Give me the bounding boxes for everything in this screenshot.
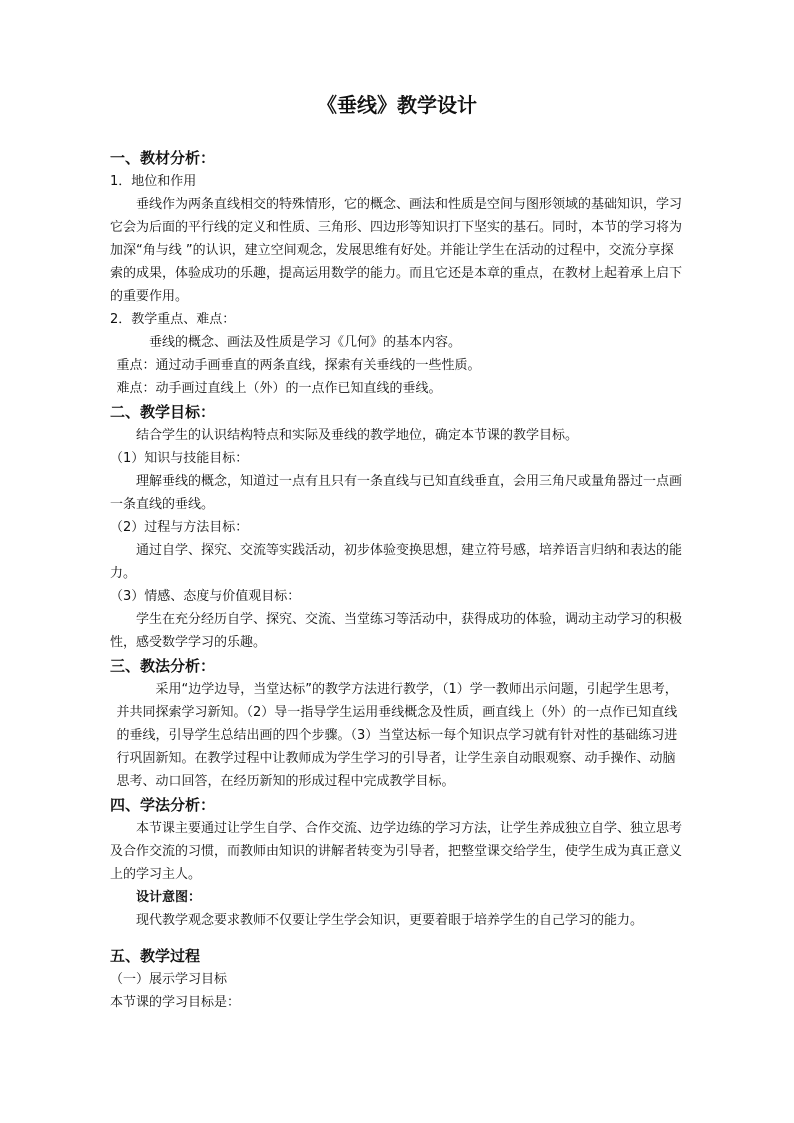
section-heading-goals: 二、教学目标： [110, 403, 216, 421]
section-heading-teaching-method: 三、教法分析： [110, 657, 216, 675]
document-body [110, 146, 684, 1014]
goal-emotion-label: （3）情感、态度与价值观目标： [110, 589, 301, 604]
paragraph-goals-intro: 结合学生的认识结构特点和实际及垂线的教学地位，确定本节课的教学目标。 [136, 428, 579, 443]
design-intent-text: 现代教学观念要求教师不仅要让学生学会知识，更要着眼于培养学生的自己学习的能力。 [136, 913, 644, 928]
focus-line: 重点：通过动手画垂直的两条直线，探索有关垂线的一些性质。 [116, 358, 481, 373]
paragraph-position-role: 垂线作为两条直线相交的特殊情形，它的概念、画法和性质是空间与图形领域的基础知识，学习它会为后面的平行线的定义和性质、三角形、四边形等知识打下坚实的基石。同时，本节的学习将为加深“角与线 ”的认识，建立空间观念，发展思维有好处。并能让学生在活动的过程中，交流分享探索的成果，体验成功的乐趣，提高运用数学的能力。而且它还是本章的重点，在教材上起着承上启下的重要作用。 [110, 197, 683, 304]
paragraph-basic-content: 垂线的概念、画法及性质是学习《几何》的基本内容。 [149, 335, 462, 350]
paragraph-teaching-method: 采用“边学边导，当堂达标”的教学方法进行教学，（1）学一教师出示问题，引起学生思考，并共同探索学习新知。（2）导一指导学生运用垂线概念及性质，画直线上（外）的一点作已知直线的垂线，引导学生总结出画的四个步骤。（3）当堂达标一每个知识点学习就有针对性的基础练习进行巩固新知。在教学过程中让教师成为学生学习的引导者，让学生亲自动眼观察、动手操作、动脑思考、动口回答，在经历新知的形成过程中完成教学目标。 [116, 682, 678, 789]
section-heading-analysis: 一、教材分析： [110, 149, 216, 167]
design-intent-label: 设计意图： [136, 890, 202, 905]
process-line: 本节课的学习目标是： [110, 995, 241, 1010]
goal-process-label: （2）过程与方法目标： [110, 520, 249, 535]
section-spacer [110, 932, 684, 944]
document-title: 《垂线》教学设计 [317, 93, 477, 117]
difficulty-line: 难点：动手画过直线上（外）的一点作已知直线的垂线。 [116, 381, 442, 396]
process-subsection-goals: （一）展示学习目标 [110, 972, 228, 987]
goal-emotion-text: 学生在充分经历自学、探究、交流、当堂练习等活动中，获得成功的体验，调动主动学习的积极性，感受数学学习的乐趣。 [110, 612, 683, 650]
goal-process-text: 通过自学、探究、交流等实践活动，初步体验变换思想，建立符号感，培养语言归纳和表达的能力。 [110, 543, 683, 581]
subsection-position-role: 1．地位和作用 [110, 174, 197, 189]
goal-knowledge-text: 理解垂线的概念，知道过一点有且只有一条直线与已知直线垂直，会用三角尺或量角器过一点画一条直线的垂线。 [110, 474, 683, 512]
subsection-focus-difficulty: 2．教学重点、难点： [110, 312, 236, 327]
section-heading-learning-method: 四、学法分析： [110, 796, 216, 814]
paragraph-learning-method: 本节课主要通过让学生自学、合作交流、边学边练的学习方法，让学生养成独立自学、独立思考及合作交流的习惯，而教师由知识的讲解者转变为引导者，把整堂课交给学生，使学生成为真正意义上的学习主人。 [110, 821, 683, 882]
goal-knowledge-label: （1）知识与技能目标： [110, 451, 249, 466]
section-heading-process: 五、教学过程 [110, 947, 201, 965]
